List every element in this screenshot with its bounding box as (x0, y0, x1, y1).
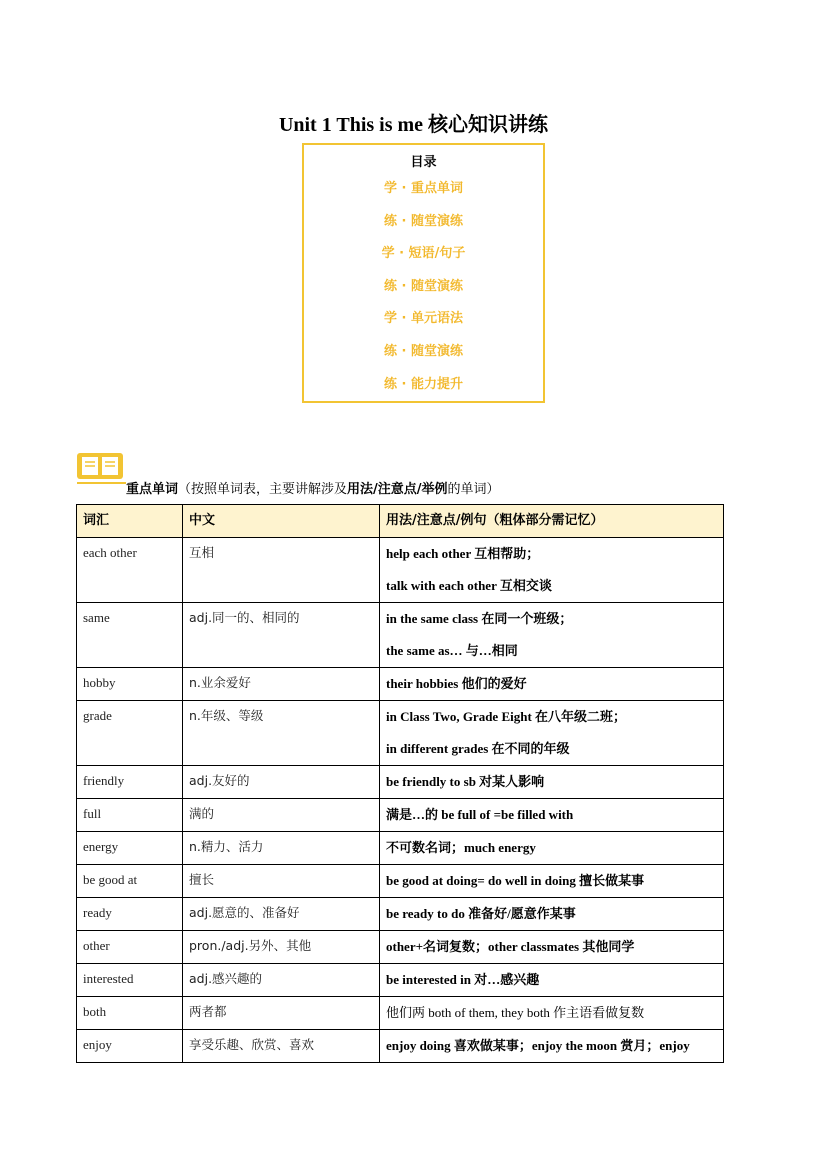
table-row (77, 931, 724, 964)
cell-word (77, 832, 183, 865)
vocab-word: full (83, 806, 102, 821)
cell-word (77, 538, 183, 603)
cell-usage (380, 832, 724, 865)
vocabulary-table (76, 504, 724, 1063)
table-row (77, 865, 724, 898)
cell-chinese (183, 832, 380, 865)
table-row (77, 766, 724, 799)
cell-word (77, 865, 183, 898)
cell-usage (380, 668, 724, 701)
section-note-bold: 用法/注意点/举例 (347, 482, 448, 497)
book-icon (76, 452, 126, 486)
usage-line: in Class Two, Grade Eight 在八年级二班； (386, 709, 627, 724)
cell-chinese (183, 865, 380, 898)
table-row (77, 668, 724, 701)
cell-word (77, 964, 183, 997)
vocab-word: energy (83, 839, 119, 854)
table-row (77, 538, 724, 603)
cell-word (77, 898, 183, 931)
table-row (77, 1030, 724, 1063)
cell-chinese (183, 799, 380, 832)
usage-line: be interested in 对…感兴趣 (386, 972, 540, 987)
toc-item[interactable]: 练 · 能力提升 (384, 376, 463, 392)
column-header: 中文 (183, 505, 380, 538)
table-row (77, 799, 724, 832)
table-row (77, 898, 724, 931)
toc-item[interactable]: 学 · 单元语法 (384, 311, 463, 327)
cell-usage (380, 865, 724, 898)
cell-chinese (183, 964, 380, 997)
cell-word (77, 1030, 183, 1063)
vocab-word: each other (83, 545, 137, 560)
usage-line: 他们两 both of them, they both 作主语看做复数 (386, 1005, 645, 1020)
vocab-meaning: 两者都 (189, 1004, 227, 1019)
usage-line: be good at doing= do well in doing 擅长做某事 (386, 873, 645, 888)
cell-usage (380, 799, 724, 832)
column-header: 用法/注意点/例句（粗体部分需记忆） (380, 505, 724, 538)
cell-chinese (183, 898, 380, 931)
vocab-word: hobby (83, 675, 116, 690)
cell-word (77, 603, 183, 668)
vocab-meaning: n.精力、活力 (189, 839, 264, 854)
cell-usage (380, 538, 724, 603)
vocab-meaning: adj.愿意的、准备好 (189, 905, 300, 920)
vocab-meaning: pron./adj.另外、其他 (189, 938, 312, 953)
cell-usage (380, 603, 724, 668)
table-header-row (77, 505, 724, 538)
toc-item[interactable]: 学 · 重点单词 (384, 181, 463, 196)
vocab-word: same (83, 610, 110, 625)
usage-line: other+名词复数；other classmates 其他同学 (386, 939, 635, 954)
usage-line: be friendly to sb 对某人影响 (386, 774, 545, 789)
cell-word (77, 766, 183, 799)
cell-usage (380, 1030, 724, 1063)
vocab-word: be good at (83, 872, 138, 887)
cell-chinese (183, 766, 380, 799)
usage-line: talk with each other 互相交谈 (386, 578, 552, 593)
vocab-meaning: 享受乐趣、欣赏、喜欢 (189, 1037, 315, 1052)
vocab-meaning: adj.同一的、相同的 (189, 610, 300, 625)
usage-line: 不可数名词；much energy (386, 840, 536, 855)
usage-line: in the same class 在同一个班级； (386, 611, 573, 626)
toc-item[interactable]: 练 · 随堂演练 (384, 213, 463, 229)
vocab-word: other (83, 938, 110, 953)
usage-line: enjoy doing 喜欢做某事；enjoy the moon 赏月；enjoy (386, 1038, 690, 1053)
table-row (77, 832, 724, 865)
column-header: 词汇 (77, 505, 183, 538)
usage-line: their hobbies 他们的爱好 (386, 676, 527, 691)
cell-usage (380, 931, 724, 964)
vocab-meaning: 互相 (189, 545, 215, 560)
vocab-meaning: adj.友好的 (189, 773, 250, 788)
vocab-word: ready (83, 905, 112, 920)
cell-word (77, 701, 183, 766)
cell-usage (380, 766, 724, 799)
vocab-meaning: n.业余爱好 (189, 675, 251, 690)
vocab-word: both (83, 1004, 107, 1019)
toc-item[interactable]: 练 · 随堂演练 (384, 278, 463, 294)
cell-chinese (183, 1030, 380, 1063)
section-note: （按照单词表，主要讲解涉及 (178, 482, 348, 497)
toc-heading: 目录 (410, 155, 437, 170)
cell-chinese (183, 997, 380, 1030)
toc-item[interactable]: 练 · 随堂演练 (384, 343, 463, 359)
toc-item[interactable]: 学 · 短语/句子 (381, 246, 466, 262)
vocab-word: enjoy (83, 1037, 112, 1052)
cell-chinese (183, 931, 380, 964)
cell-chinese (183, 701, 380, 766)
cell-word (77, 931, 183, 964)
vocab-word: friendly (83, 773, 125, 788)
vocab-meaning: 满的 (189, 806, 215, 821)
vocab-meaning: n.年级、等级 (189, 708, 264, 723)
cell-word (77, 799, 183, 832)
table-row (77, 964, 724, 997)
vocab-word: grade (83, 708, 112, 723)
table-row (77, 701, 724, 766)
table-row (77, 603, 724, 668)
cell-usage (380, 997, 724, 1030)
section-title: 重点单词 (126, 482, 179, 497)
vocab-word: interested (83, 971, 134, 986)
table-of-contents (302, 143, 545, 403)
page-title: Unit 1 This is me 核心知识讲练 (278, 114, 549, 136)
vocab-meaning: adj.感兴趣的 (189, 971, 263, 986)
cell-word (77, 668, 183, 701)
cell-usage (380, 898, 724, 931)
section-heading (126, 478, 500, 497)
cell-chinese (183, 603, 380, 668)
usage-line: 满是…的 be full of =be filled with (386, 807, 574, 822)
vocab-meaning: 擅长 (189, 872, 215, 887)
section-note-end: 的单词） (447, 482, 500, 497)
cell-chinese (183, 538, 380, 603)
cell-usage (380, 964, 724, 997)
table-row (77, 997, 724, 1030)
cell-chinese (183, 668, 380, 701)
cell-usage (380, 701, 724, 766)
usage-line: help each other 互相帮助； (386, 546, 540, 561)
cell-word (77, 997, 183, 1030)
usage-line: in different grades 在不同的年级 (386, 741, 570, 756)
usage-line: the same as… 与…相同 (386, 643, 518, 658)
usage-line: be ready to do 准备好/愿意作某事 (386, 906, 576, 921)
